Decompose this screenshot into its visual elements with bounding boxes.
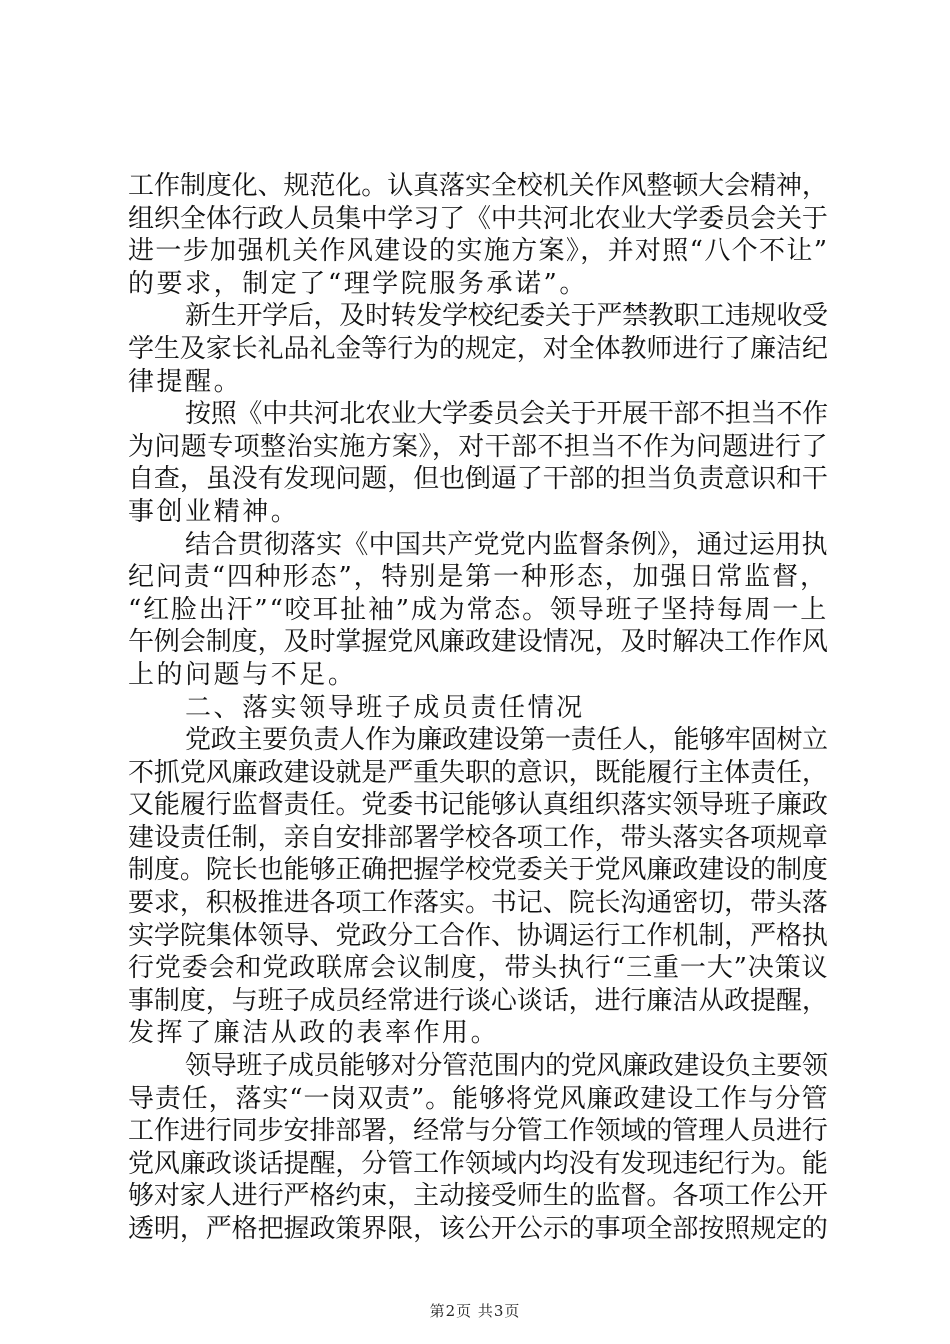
text-line: 上的问题与不足。: [128, 659, 357, 690]
text-line: “红脸出汗”“咬耳扯袖”成为常态。领导班子坚持每周一上: [128, 594, 829, 625]
text-line: 工作制度化、规范化。认真落实全校机关作风整顿大会精神，: [128, 171, 828, 201]
text-line: 新生开学后，及时转发学校纪委关于严禁教职工违规收受: [185, 301, 828, 332]
text-line: 二、落实领导班子成员责任情况: [185, 692, 585, 723]
text-line: 按照《中共河北农业大学委员会关于开展干部不担当不作: [185, 399, 828, 430]
text-line: 党风廉政谈话提醒，分管工作领域内均没有发现违纪行为。能: [128, 1148, 828, 1179]
text-line: 领导班子成员能够对分管范围内的党风廉政建设负主要领: [185, 1051, 828, 1082]
text-line: 律提醒。: [128, 366, 243, 397]
text-line: 事创业精神。: [128, 496, 300, 527]
text-line: 为问题专项整治实施方案》，对干部不担当不作为问题进行了: [128, 431, 828, 462]
text-line: 组织全体行政人员集中学习了《中共河北农业大学委员会关于: [128, 203, 828, 234]
text-line: 纪问责“四种形态”，特别是第一种形态，加强日常监督，: [128, 562, 828, 593]
text-line: 发挥了廉洁从政的表率作用。: [128, 1018, 500, 1049]
text-line: 透明，严格把握政策界限，该公开公示的事项全部按照规定的: [128, 1214, 828, 1244]
text-line: 要求，积极推进各项工作落实。书记、院长沟通密切，带头落: [128, 888, 828, 919]
text-line: 又能履行监督责任。党委书记能够认真组织落实领导班子廉政: [128, 790, 828, 821]
text-line: 行党委会和党政联席会议制度，带头执行“三重一大”决策议: [128, 953, 829, 984]
page-footer: 第2页 共3页: [429, 1302, 521, 1320]
text-line: 建设责任制，亲自安排部署学校各项工作，带头落实各项规章: [128, 822, 828, 853]
document-body: [128, 170, 828, 1246]
text-line: 的要求，制定了“理学院服务承诺”。: [128, 268, 588, 299]
text-line: 午例会制度，及时掌握党风廉政建设情况，及时解决工作作风: [128, 627, 828, 658]
text-line: 实学院集体领导、党政分工合作、协调运行工作机制，严格执: [128, 920, 828, 951]
text-line: 制度。院长也能够正确把握学校党委关于党风廉政建设的制度: [128, 855, 828, 886]
text-line: 结合贯彻落实《中国共产党党内监督条例》，通过运用执: [185, 529, 828, 560]
text-line: 党政主要负责人作为廉政建设第一责任人，能够牢固树立: [185, 725, 828, 756]
text-line: 学生及家长礼品礼金等行为的规定，对全体教师进行了廉洁纪: [128, 333, 828, 364]
text-line: 够对家人进行严格约束，主动接受师生的监督。各项工作公开: [128, 1181, 828, 1212]
text-line: 事制度，与班子成员经常进行谈心谈话，进行廉洁从政提醒，: [128, 985, 828, 1016]
text-line: 自查，虽没有发现问题，但也倒逼了干部的担当负责意识和干: [128, 464, 828, 495]
text-line: 进一步加强机关作风建设的实施方案》，并对照“八个不让”: [128, 236, 829, 267]
text-line: 导责任，落实“一岗双责”。能够将党风廉政建设工作与分管: [128, 1083, 829, 1114]
text-line: 不抓党风廉政建设就是严重失职的意识，既能履行主体责任，: [128, 757, 828, 788]
text-line: 工作进行同步安排部署，经常与分管工作领域的管理人员进行: [128, 1116, 828, 1147]
